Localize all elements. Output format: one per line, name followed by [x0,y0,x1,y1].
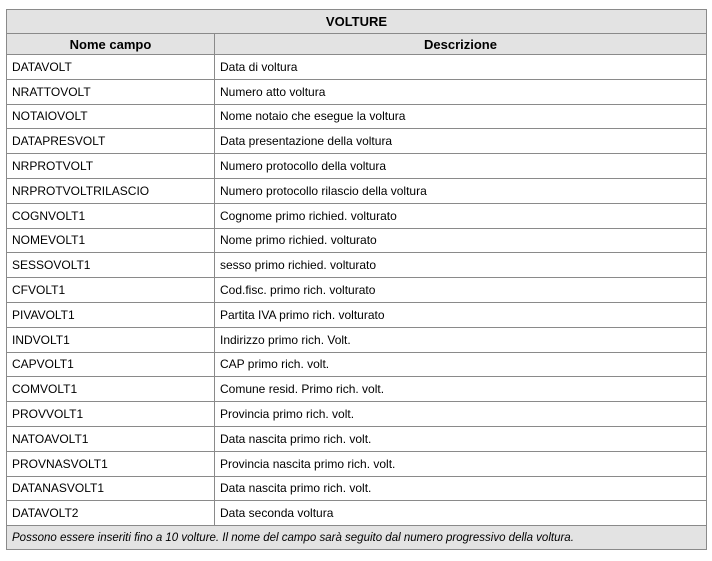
field-name-cell: NRATTOVOLT [7,79,215,104]
field-name-cell: COGNVOLT1 [7,203,215,228]
field-name-cell: INDVOLT1 [7,327,215,352]
table-body [7,55,707,526]
field-name-cell: SESSOVOLT1 [7,253,215,278]
description-cell: Data seconda voltura [215,501,707,526]
table-title-row [7,10,707,34]
table-row [7,501,707,526]
table-row [7,55,707,80]
table-row [7,327,707,352]
description-cell: Data presentazione della voltura [215,129,707,154]
table-row [7,451,707,476]
description-cell: Nome notaio che esegue la voltura [215,104,707,129]
description-cell: Nome primo richied. volturato [215,228,707,253]
field-name-cell: PROVNASVOLT1 [7,451,215,476]
field-name-cell: PROVVOLT1 [7,402,215,427]
field-name-cell: DATAVOLT2 [7,501,215,526]
field-name-cell: NOMEVOLT1 [7,228,215,253]
column-header-description: Descrizione [215,34,707,55]
description-cell: Cognome primo richied. volturato [215,203,707,228]
field-name-cell: NATOAVOLT1 [7,426,215,451]
volture-table-container [6,9,706,550]
field-name-cell: COMVOLT1 [7,377,215,402]
field-name-cell: DATAPRESVOLT [7,129,215,154]
field-name-cell: CFVOLT1 [7,278,215,303]
volture-table [6,9,707,550]
table-header-row [7,34,707,55]
table-row [7,377,707,402]
field-name-cell: PIVAVOLT1 [7,302,215,327]
field-name-cell: NRPROTVOLT [7,154,215,179]
description-cell: Cod.fisc. primo rich. volturato [215,278,707,303]
table-row [7,104,707,129]
table-title: VOLTURE [7,10,707,34]
table-row [7,476,707,501]
description-cell: CAP primo rich. volt. [215,352,707,377]
description-cell: Provincia nascita primo rich. volt. [215,451,707,476]
description-cell: sesso primo richied. volturato [215,253,707,278]
field-name-cell: NOTAIOVOLT [7,104,215,129]
description-cell: Partita IVA primo rich. volturato [215,302,707,327]
description-cell: Numero protocollo della voltura [215,154,707,179]
table-row [7,154,707,179]
table-row [7,426,707,451]
description-cell: Numero atto voltura [215,79,707,104]
table-row [7,79,707,104]
table-row [7,302,707,327]
field-name-cell: CAPVOLT1 [7,352,215,377]
table-row [7,228,707,253]
field-name-cell: DATAVOLT [7,55,215,80]
table-note-row [7,526,707,550]
table-row [7,178,707,203]
table-row [7,278,707,303]
description-cell: Indirizzo primo rich. Volt. [215,327,707,352]
field-name-cell: DATANASVOLT1 [7,476,215,501]
description-cell: Data nascita primo rich. volt. [215,426,707,451]
description-cell: Data di voltura [215,55,707,80]
description-cell: Data nascita primo rich. volt. [215,476,707,501]
description-cell: Comune resid. Primo rich. volt. [215,377,707,402]
table-row [7,203,707,228]
table-row [7,253,707,278]
table-row [7,352,707,377]
table-row [7,402,707,427]
description-cell: Numero protocollo rilascio della voltura [215,178,707,203]
description-cell: Provincia primo rich. volt. [215,402,707,427]
field-name-cell: NRPROTVOLTRILASCIO [7,178,215,203]
column-header-field-name: Nome campo [7,34,215,55]
table-row [7,129,707,154]
table-note: Possono essere inseriti fino a 10 volture. Il nome del campo sarà seguito dal numero progressivo della voltura. [7,526,707,550]
